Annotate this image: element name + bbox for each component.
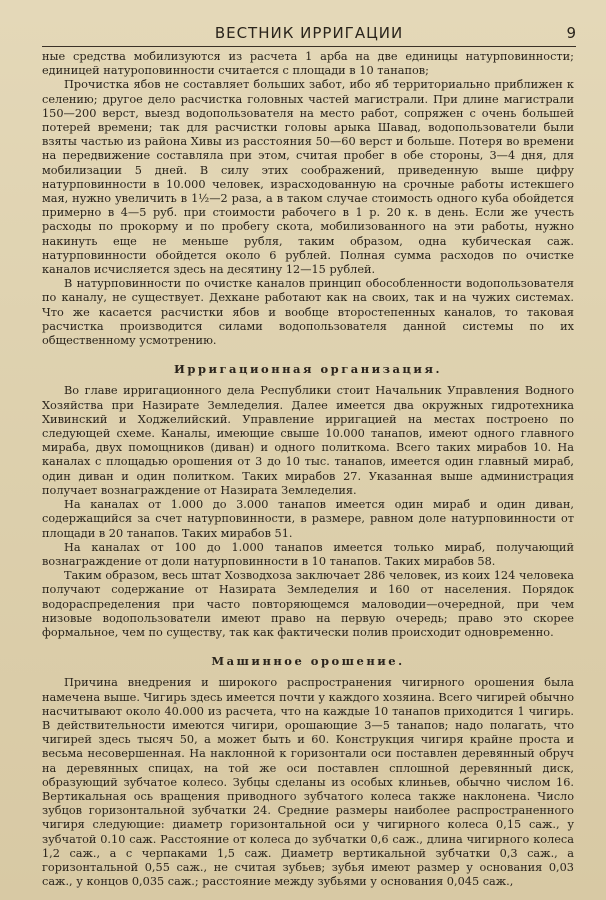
running-title: ВЕСТНИК ИРРИГАЦИИ [214,24,404,42]
paragraph-mid-canals: На каналах от 1.000 до 3.000 танапов имеется один мираб и один диван, содержащийся за счет натурповинности, в размере, равном доле натурповинности от площади в 20 танапов. Таких мирабов 51. [42,498,574,540]
paragraph-staff-summary: Таким образом, весь штат Хозводхоза заключает 286 человек, из коих 124 человека получают содержание от Назирата Земледелия и 160 от населения. Порядок водораспределения при часто повторяющемся маловодии—очередной, при чем низовые водопользователи имеют право на первую очередь; право это скорее формальное, чем по существу, так как фактически полив происходит одновременно. [42,569,574,639]
page-number: 9 [566,24,576,42]
article-body [42,50,574,896]
paragraph-canal-cleaning: Прочистка ябов не составляет больших забот, ибо яб территориально приближен к селению; другое дело расчистка головных частей магистрали. При длине магистрали 150—200 верст, выезд водопользователя на место работ, сопряжен с очень большей потерей времени; так для расчистки головы арыка Шавад, водопользователи были взяты частью из района Хивы из расстояния 50—60 верст и больше. Потеря во времени на передвижение составляла при этом, считая пробег в обе стороны, 3—4 дня, для мобилизации 5 дней. В силу этих соображений, приведенную выше цифру натурповинности в 10.000 человек, израсходованную на срочные работы истекшего мая, нужно увеличить в 1½—2 раза, а в таком случае стоимость одного куба обойдется примерно в 4—5 руб. при стоимости рабочего в 1 р. 20 к. в день. Если же учесть расходы по прокорму и по пробегу скота, мобилизованного на эти работы, нужно накинуть еще не меньше рубля, таким образом, одна кубическая саж. натурповинности обойдется около 6 рублей. Полная сумма расходов по очистке каналов исчисляется здесь на десятину 12—15 рублей. [42,78,574,277]
paragraph-chigir: Причина внедрения и широкого распространения чигирного орошения была намечена выше. Чигирь здесь имеется почти у каждого хозяина. Всего чигирей обычно насчитывают около 40.000 из расчета, что на каждые 10 танапов приходится 1 чигирь. В действительности имеются чигири, орошающие 3—5 танапов; надо полагать, что чигирей здесь тысяч 50, а может быть и 60. Конструкция чигиря крайне проста и весьма несовершенная. На наклонной к горизонтали оси поставлен деревянный обруч на деревянных спицах, на той же оси поставлен сплошной деревянный диск, образующий зубчатое колесо. Зубцы сделаны из особых клиньев, обычно числом 16. Вертикальная ось вращения приводного зубчатого колеса также наклонена. Число зубцов горизонтальной зубчатки 24. Средние размеры наиболее распространенного чигиря следующие: диаметр горизонтальной оси у чигирного колеса 0,15 саж., у зубчатой 0.10 саж. Расстояние от колеса до зубчатки 0,6 саж., длина чигирного колеса 1,2 саж., а с черпаками 1,5 саж. Диаметр вертикальной зубчатки 0,3 саж., а горизонтальной 0,55 саж., не считая зубьев; зубья имеют размер у основания 0,03 саж., у концов 0,035 саж.; расстояние между зубьями у основания 0,045 саж., [42,676,574,889]
paragraph-administration: Во главе ирригационного дела Республики стоит Начальник Управления Водного Хозяйства при Назирате Земледелия. Далее имеется два окружных гидротехника Хивинский и Ходжелийский. Управление ирригацией на местах построено по следующей схеме. Каналы, имеющие свыше 10.000 танапов, имеют одного главного мираба, двух помощников (диван) и одного политкома. Всего таких мирабов 10. На каналах с площадью орошения от 3 до 10 тыс. танапов, имеется один главный мираб, один диван и один политком. Таких мирабов 27. Указанная выше администрация получает вознаграждение от Назирата Земледелия. [42,384,574,497]
paragraph-small-canals: На каналах от 100 до 1.000 танапов имеется только мираб, получающий вознаграждение от доли натурповинности в 10 танапов. Таких мирабов 58. [42,540,574,568]
section-heading-irrigation-organization: Ирригационная организация. [174,362,442,377]
paragraph-labor-duty: В натурповинности по очистке каналов принцип обособленности водопользователя по каналу, не существует. Дехкане работают как на своих, так и на чужих системах. Что же касается расчистки ябов и вообще второстепенных каналов, то таковая расчистка производится силами водопользователя данной системы по их общественному усмотрению. [42,277,574,348]
paragraph-continued: ные средства мобилизуются из расчета 1 арба на две единицы натурповинности; единицей натуроповинности считается с площади в 10 танапов; [42,50,574,78]
section-heading-machine-irrigation: Машинное орошение. [211,654,405,669]
page-header [42,22,576,47]
